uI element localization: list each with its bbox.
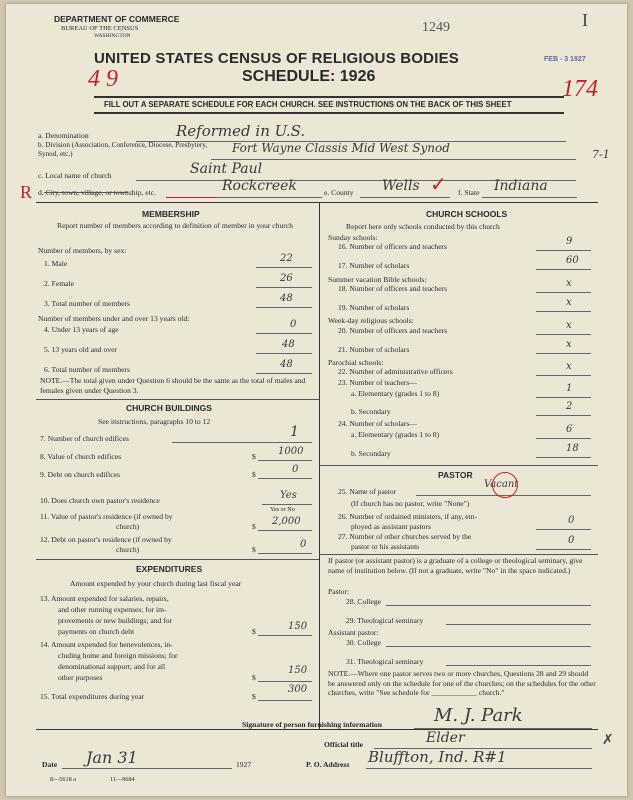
q8-value: 1000 xyxy=(278,446,304,457)
address-label: P. O. Address xyxy=(306,760,350,769)
q11-dollar: $ xyxy=(252,522,256,531)
q2-value: 26 xyxy=(280,273,293,284)
schools-title: CHURCH SCHOOLS xyxy=(426,209,508,219)
q23a-label: a. Elementary (grades 1 to 8) xyxy=(351,389,440,398)
q14-label-a: 14. Amount expended for benevolences, in- xyxy=(40,640,173,649)
q13-label-c: provements or new buildings; and for xyxy=(58,616,173,625)
q21-label: 21. Number of scholars xyxy=(338,345,410,354)
city-value: Rockcreek xyxy=(222,178,297,194)
division-note: 7-1 xyxy=(592,148,610,161)
print-number: 11—9684 xyxy=(110,776,135,783)
county-value: Wells xyxy=(382,178,420,194)
q14-label-b: cluding home and foreign missions; for xyxy=(58,651,178,660)
q29-label: 29. Theological seminary xyxy=(346,616,424,625)
q3-label: 3. Total number of members xyxy=(44,299,131,308)
q24-label: 24. Number of scholars— xyxy=(338,419,417,428)
q9-value: 0 xyxy=(292,464,299,475)
q23-label: 23. Number of teachers— xyxy=(338,378,417,387)
q27-label-b: pastor or his assistants xyxy=(351,542,420,551)
q16-label: 16. Number of officers and teachers xyxy=(338,242,448,251)
q4-label: 4. Under 13 years of age xyxy=(44,325,119,334)
q17-label: 17. Number of scholars xyxy=(338,261,410,270)
pastor-sub-label: Pastor: xyxy=(328,587,350,596)
instruction-line: FILL OUT A SEPARATE SCHEDULE FOR EACH CHURCH. SEE INSTRUCTIONS ON THE BACK OF THIS SHEET xyxy=(104,100,512,109)
local-name-label: c. Local name of church xyxy=(38,171,112,180)
red-r-mark: R xyxy=(20,182,33,202)
form-subtitle: SCHEDULE: 1926 xyxy=(242,68,376,85)
membership-title: MEMBERSHIP xyxy=(142,209,200,219)
local-name-value: Saint Paul xyxy=(190,161,263,177)
denomination-label: a. Denomination xyxy=(38,131,89,140)
q13-dollar: $ xyxy=(252,627,256,636)
city-label: d. City, town, village, or township, etc. xyxy=(38,188,157,197)
census-schedule-page xyxy=(6,4,627,796)
signature-label: Signature of person furnishing information xyxy=(242,720,382,729)
buildings-title: CHURCH BUILDINGS xyxy=(126,403,212,413)
q23b-label: b. Secondary xyxy=(351,407,391,416)
q7-label: 7. Number of church edifices xyxy=(40,434,129,443)
q9-dollar: $ xyxy=(252,470,256,479)
sunday-label: Sunday schools: xyxy=(328,233,378,242)
q26-value: 0 xyxy=(568,515,575,526)
q14-value: 150 xyxy=(288,665,308,676)
q11-label-a: 11. Value of pastor's residence (if owned by xyxy=(40,512,173,521)
form-number: 8—5618 a xyxy=(50,776,76,783)
q9-label: 9. Debt on church edifices xyxy=(40,470,120,479)
q24a-value: 6 xyxy=(566,424,573,435)
pastor-note: NOTE.—Where one pastor serves two or more churches, Questions 28 and 29 should be answered only on the schedule for one of the churches; on the schedules for the other churches, write "See schedule for ____________ church." xyxy=(328,669,596,697)
q6-value: 48 xyxy=(280,359,293,370)
q12-dollar: $ xyxy=(252,545,256,554)
age-label: Number of members under and over 13 years old: xyxy=(38,314,190,323)
expenditures-sub: Amount expended by your church during last fiscal year xyxy=(70,579,242,588)
q10-label: 10. Does church own pastor's residence xyxy=(40,496,160,505)
q11-value: 2,000 xyxy=(272,516,301,527)
membership-note: NOTE.—The total given under Question 6 should be the same as the total of males and females given under Question 3. xyxy=(40,376,306,395)
q21-value: x xyxy=(566,339,572,350)
date-year: 1927 xyxy=(236,760,252,769)
q25-label: 25. Name of pastor xyxy=(338,487,397,496)
serial-number: 1249 xyxy=(422,20,450,35)
q23b-value: 2 xyxy=(566,401,573,412)
q14-label-c: denominational support; and for all xyxy=(58,662,166,671)
q22-label: 22. Number of administrative officers xyxy=(338,367,453,376)
q20-value: x xyxy=(566,320,572,331)
asst-pastor-label: Assistant pastor: xyxy=(328,628,379,637)
q3-value: 48 xyxy=(280,293,293,304)
q4-value: 0 xyxy=(290,319,297,330)
q12-value: 0 xyxy=(300,539,307,550)
q12-label-b: church) xyxy=(116,545,140,554)
q12-label-a: 12. Debt on pastor's residence (if owned by xyxy=(40,535,172,544)
form-title: UNITED STATES CENSUS OF RELIGIOUS BODIES xyxy=(94,50,459,67)
official-title-label: Official title xyxy=(324,740,364,749)
q2-label: 2. Female xyxy=(44,279,74,288)
q13-label-b: and other running expenses; for im- xyxy=(58,605,167,614)
q20-label: 20. Number of officers and teachers xyxy=(338,326,448,335)
date-value: Jan 31 xyxy=(86,748,138,767)
q23a-value: 1 xyxy=(566,383,573,394)
q13-value: 150 xyxy=(288,621,308,632)
q8-label: 8. Value of church edifices xyxy=(40,452,122,461)
q1-label: 1. Male xyxy=(44,259,68,268)
parochial-label: Parochial schools: xyxy=(328,358,384,367)
q8-dollar: $ xyxy=(252,452,256,461)
q6-label: 6. Total number of members xyxy=(44,365,131,374)
q19-value: x xyxy=(566,297,572,308)
division-label: b. Division (Association, Conference, Diocese, Presbytery, Synod, etc.) xyxy=(38,141,208,158)
expenditures-title: EXPENDITURES xyxy=(136,564,203,574)
state-label: f. State xyxy=(458,188,480,197)
address-value: Bluffton, Ind. R#1 xyxy=(368,748,507,766)
q7-value: 1 xyxy=(290,424,299,440)
q15-dollar: $ xyxy=(252,692,256,701)
q19-label: 19. Number of scholars xyxy=(338,303,410,312)
state-value: Indiana xyxy=(494,178,548,194)
membership-sub: Report number of members according to definition of member in your church xyxy=(57,221,293,230)
q24b-label: b. Secondary xyxy=(351,449,391,458)
corner-mark: I xyxy=(582,10,588,30)
date-label: Date xyxy=(42,760,58,769)
signature-value: M. J. Park xyxy=(434,705,523,726)
q10-value: Yes xyxy=(280,490,297,501)
q18-value: x xyxy=(566,278,572,289)
q17-value: 60 xyxy=(566,255,579,266)
q5-label: 5. 13 years old and over xyxy=(44,345,117,354)
red-number-left: 4 9 xyxy=(88,66,118,92)
summer-label: Summer vacation Bible schools: xyxy=(328,275,427,284)
yes-no-caption: Yes or No xyxy=(270,506,295,513)
q28-label: 28. College xyxy=(346,597,382,606)
red-circle-mark xyxy=(492,472,518,498)
q13-label-a: 13. Amount expended for salaries, repairs, xyxy=(40,594,169,603)
q24b-value: 18 xyxy=(566,443,579,454)
q30-label: 30. College xyxy=(346,638,382,647)
red-check-county: ✓ xyxy=(430,174,447,196)
q24a-label: a. Elementary (grades 1 to 8) xyxy=(351,430,440,439)
red-number-right: 174 xyxy=(562,76,598,102)
q11-label-b: church) xyxy=(116,522,140,531)
q5-value: 48 xyxy=(282,339,295,350)
q16-value: 9 xyxy=(566,236,573,247)
sex-label: Number of members, by sex: xyxy=(38,246,127,255)
q14-label-d: other purposes xyxy=(58,673,103,682)
county-label: e. County xyxy=(324,188,354,197)
schools-sub: Report here only schools conducted by this church xyxy=(346,222,500,231)
received-stamp: FEB - 3 1927 xyxy=(544,56,586,63)
official-title-value: Elder xyxy=(426,730,465,746)
q15-label: 15. Total expenditures during year xyxy=(40,692,145,701)
q27-label-a: 27. Number of other churches served by the xyxy=(338,532,472,541)
q27-value: 0 xyxy=(568,535,575,546)
q15-value: 300 xyxy=(288,684,308,695)
q25-note: (If church has no pastor, write "None") xyxy=(351,499,470,508)
q25-value: Vacant xyxy=(484,479,519,490)
city-label: WASHINGTON xyxy=(94,33,131,39)
q13-label-d: payments on church debt xyxy=(58,627,135,636)
q26-label-a: 26. Number of ordained ministers, if any, em- xyxy=(338,512,478,521)
buildings-sub: See instructions, paragraphs 10 to 12 xyxy=(98,417,211,426)
bureau-label: BUREAU OF THE CENSUS xyxy=(61,25,139,32)
q14-dollar: $ xyxy=(252,673,256,682)
denomination-value: Reformed in U.S. xyxy=(176,122,306,140)
pastor-title: PASTOR xyxy=(438,470,473,480)
weekday-label: Week-day religious schools: xyxy=(328,316,414,325)
margin-mark: ✗ xyxy=(602,733,614,748)
dept-label: DEPARTMENT OF COMMERCE xyxy=(54,14,180,24)
q31-label: 31. Theological seminary xyxy=(346,657,424,666)
q22-value: x xyxy=(566,361,572,372)
q1-value: 22 xyxy=(280,253,293,264)
division-value: Fort Wayne Classis Mid West Synod xyxy=(232,141,450,155)
q18-label: 18. Number of officers and teachers xyxy=(338,284,448,293)
graduate-note: If pastor (or assistant pastor) is a graduate of a college or theological seminary, give name of institution below. (If not a graduate, write "No" in the space indicated.) xyxy=(328,556,583,575)
q26-label-b: ployed as assistant pastors xyxy=(351,522,431,531)
